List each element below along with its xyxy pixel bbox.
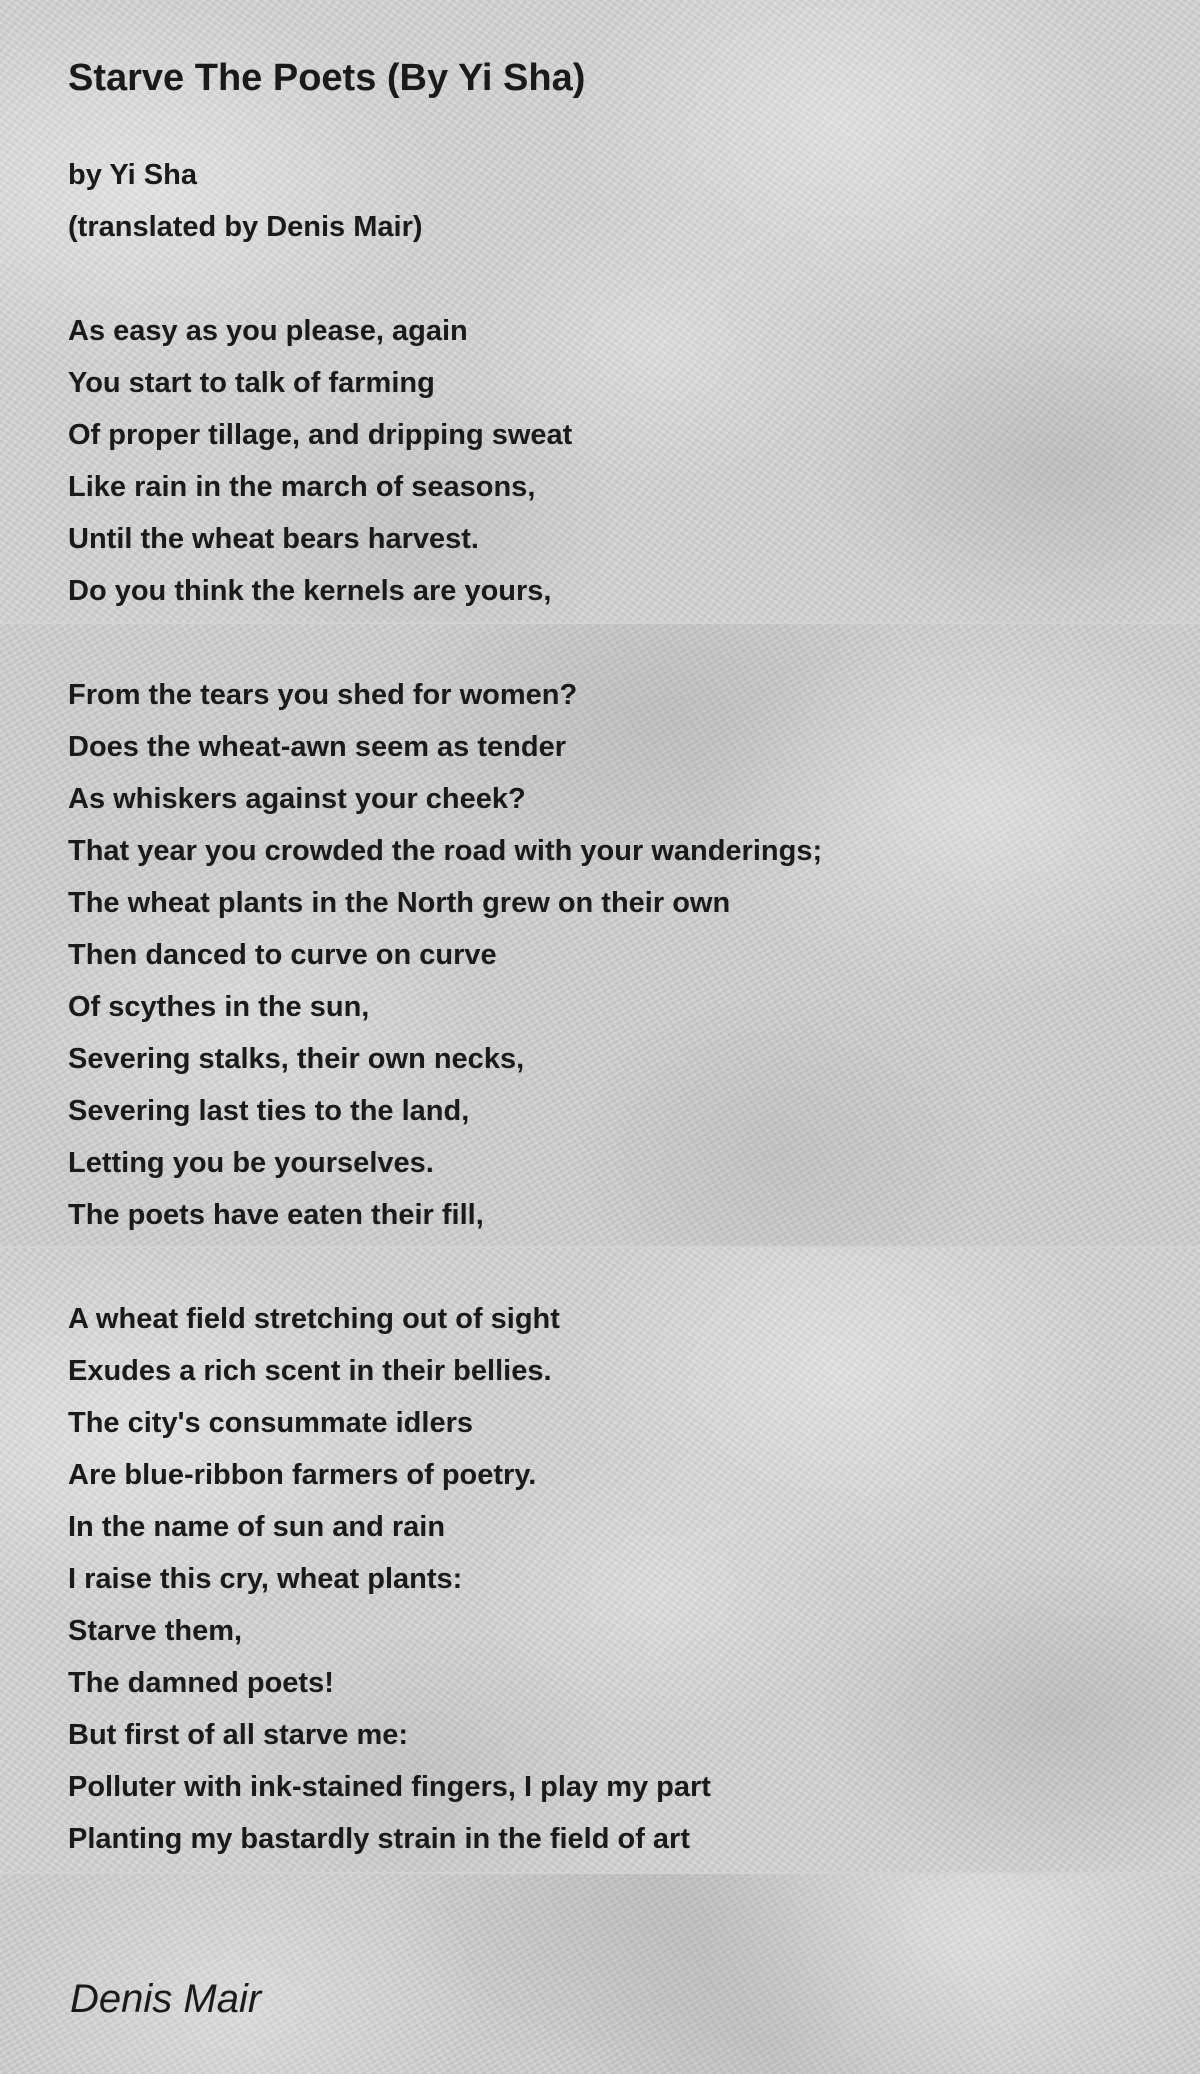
poem-line: The poets have eaten their fill, xyxy=(68,1199,484,1231)
poem-line: Do you think the kernels are yours, xyxy=(68,575,552,607)
poem-line: You start to talk of farming xyxy=(68,367,435,399)
poem-title: Starve The Poets (By Yi Sha) xyxy=(68,57,586,99)
poem-line: As easy as you please, again xyxy=(68,315,468,347)
poem-line: Exudes a rich scent in their bellies. xyxy=(68,1355,552,1387)
poem-line: Letting you be yourselves. xyxy=(68,1147,434,1179)
author-signature: Denis Mair xyxy=(70,1977,262,2021)
poem-line: The wheat plants in the North grew on their own xyxy=(68,887,731,919)
poem-line: Are blue-ribbon farmers of poetry. xyxy=(68,1459,537,1491)
poem-line: Severing last ties to the land, xyxy=(68,1095,470,1127)
poem-line: Starve them, xyxy=(68,1615,243,1647)
poem-line: As whiskers against your cheek? xyxy=(68,783,526,815)
poem-line: Of scythes in the sun, xyxy=(68,991,370,1023)
poem-line: The damned poets! xyxy=(68,1667,334,1699)
poem-line: Severing stalks, their own necks, xyxy=(68,1043,525,1075)
poem-line: A wheat field stretching out of sight xyxy=(68,1303,560,1335)
poem-byline: by Yi Sha xyxy=(68,159,197,191)
poem-line: That year you crowded the road with your wanderings; xyxy=(68,835,823,867)
poem-line: In the name of sun and rain xyxy=(68,1511,446,1543)
poem-line: The city's consummate idlers xyxy=(68,1407,473,1439)
background-panel-4 xyxy=(0,1874,1200,2074)
poem-line: From the tears you shed for women? xyxy=(68,679,578,711)
poem-line: Then danced to curve on curve xyxy=(68,939,497,971)
poem-line: Planting my bastardly strain in the field of art xyxy=(68,1823,690,1855)
poem-line: I raise this cry, wheat plants: xyxy=(68,1563,463,1595)
poem-line: Polluter with ink-stained fingers, I play my part xyxy=(68,1771,711,1803)
poem-line: Does the wheat-awn seem as tender xyxy=(68,731,566,763)
poem-line: Like rain in the march of seasons, xyxy=(68,471,536,503)
poem-translator: (translated by Denis Mair) xyxy=(68,211,423,243)
poem-line: Until the wheat bears harvest. xyxy=(68,523,479,555)
poem-line: But first of all starve me: xyxy=(68,1719,409,1751)
poem-line: Of proper tillage, and dripping sweat xyxy=(68,419,573,451)
